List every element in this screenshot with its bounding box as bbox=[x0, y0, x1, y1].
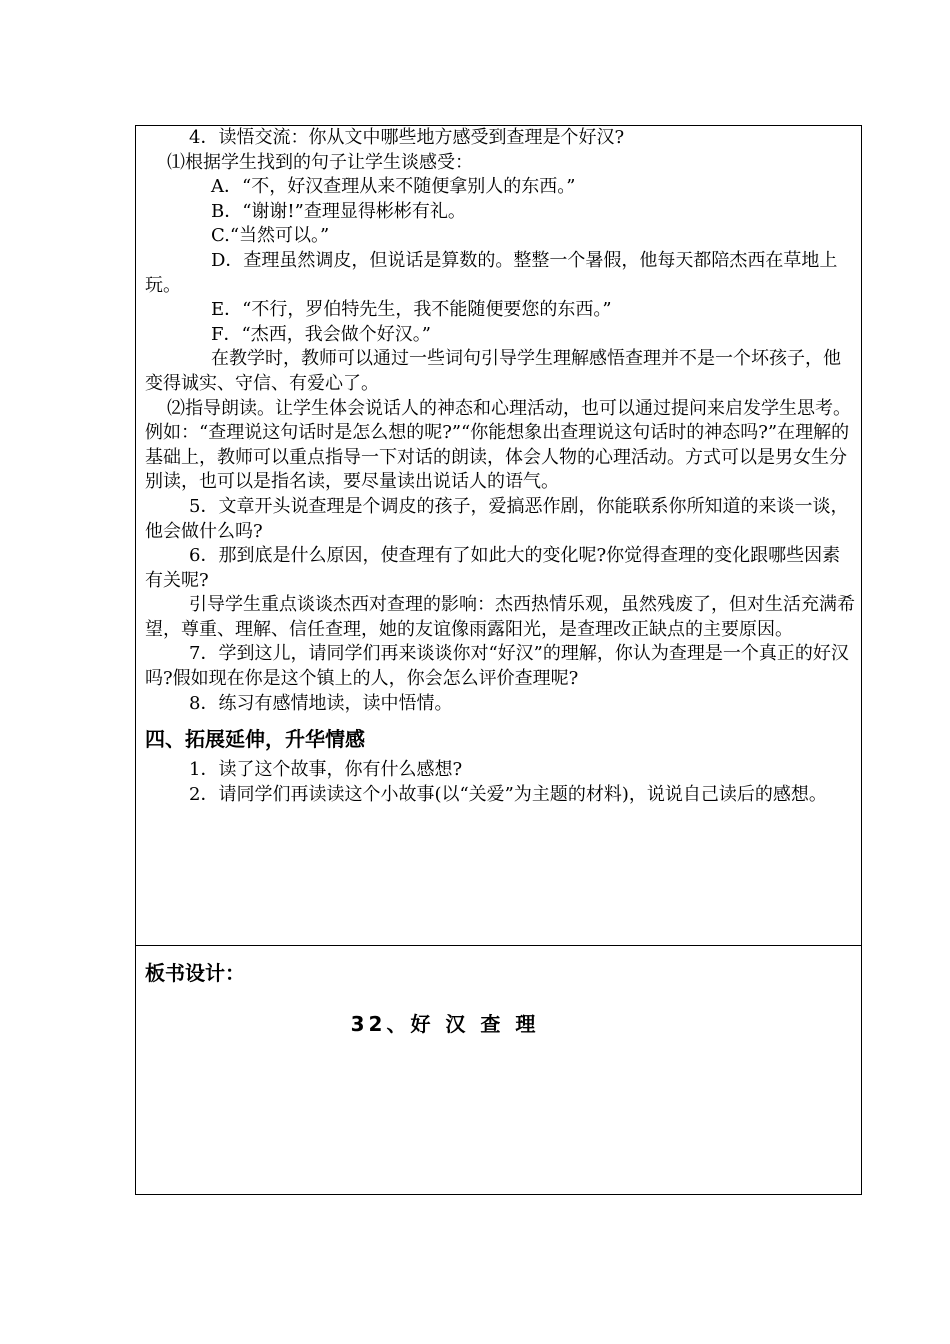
section-four-heading: 四、拓展延伸，升华情感 bbox=[145, 727, 365, 752]
paragraph: ⑴根据学生找到的句子让学生谈感受： bbox=[167, 151, 473, 173]
section-four-items bbox=[145, 758, 857, 807]
paragraph: 8．练习有感情地读，读中悟情。 bbox=[189, 692, 453, 714]
paragraph: 2．请同学们再读读这个小故事(以“关爱”为主题的材料)，说说自己读后的感想。 bbox=[189, 783, 827, 805]
paragraph: 5．文章开头说查理是个调皮的孩子，爱搞恶作剧，你能联系你所知道的来谈一谈，他会做什么吗? bbox=[145, 495, 849, 542]
paragraph: 1．读了这个故事，你有什么感想? bbox=[189, 759, 463, 781]
board-design-title: 32、好 汉 查 理 bbox=[350, 1012, 540, 1036]
board-design-label: 板书设计： bbox=[145, 961, 245, 985]
paragraph: C.“当然可以。” bbox=[211, 225, 330, 247]
lesson-content bbox=[145, 126, 857, 807]
paragraph: 7．学到这儿，请同学们再来谈谈你对“好汉”的理解，你认为查理是一个真正的好汉吗?假如现在你是这个镇上的人，你会怎么评价查理呢? bbox=[145, 643, 849, 690]
paragraph: ⑵指导朗读。让学生体会说话人的神态和心理活动，也可以通过提问来启发学生思考。例如：“查理说这句话时是怎么想的呢?”“你能想象出查理说这句话时的神态吗?”在理解的基础上，教师可以重点指导一下对话的朗读，体会人物的心理活动。方式可以是男女生分别读，也可以是指名读，要尽量读出说话人的语气。 bbox=[145, 397, 851, 493]
table-row-divider bbox=[135, 945, 862, 946]
paragraph: E．“不行，罗伯特先生，我不能随便要您的东西。” bbox=[211, 299, 612, 321]
board-design bbox=[145, 958, 857, 1036]
paragraph: F．“杰西，我会做个好汉。” bbox=[211, 323, 431, 345]
paragraph: 在教学时，教师可以通过一些词句引导学生理解感悟查理并不是一个坏孩子，他变得诚实、守信、有爱心了。 bbox=[145, 348, 841, 394]
paragraph: 引导学生重点谈谈杰西对查理的影响：杰西热情乐观，虽然残废了，但对生活充满希望，尊重、理解、信任查理，她的友谊像雨露阳光，是查理改正缺点的主要原因。 bbox=[145, 594, 855, 640]
paragraph: D．查理虽然调皮，但说话是算数的。整整一个暑假，他每天都陪杰西在草地上玩。 bbox=[145, 249, 838, 296]
paragraph: 4．读悟交流：你从文中哪些地方感受到查理是个好汉? bbox=[189, 127, 625, 148]
paragraph: A．“不，好汉查理从来不随便拿别人的东西。” bbox=[211, 176, 576, 198]
paragraph: B．“谢谢!”查理显得彬彬有礼。 bbox=[211, 200, 466, 222]
paragraph: 6．那到底是什么原因，使查理有了如此大的变化呢?你觉得查理的变化跟哪些因素有关呢? bbox=[145, 545, 841, 591]
section-three-steps bbox=[145, 126, 857, 716]
